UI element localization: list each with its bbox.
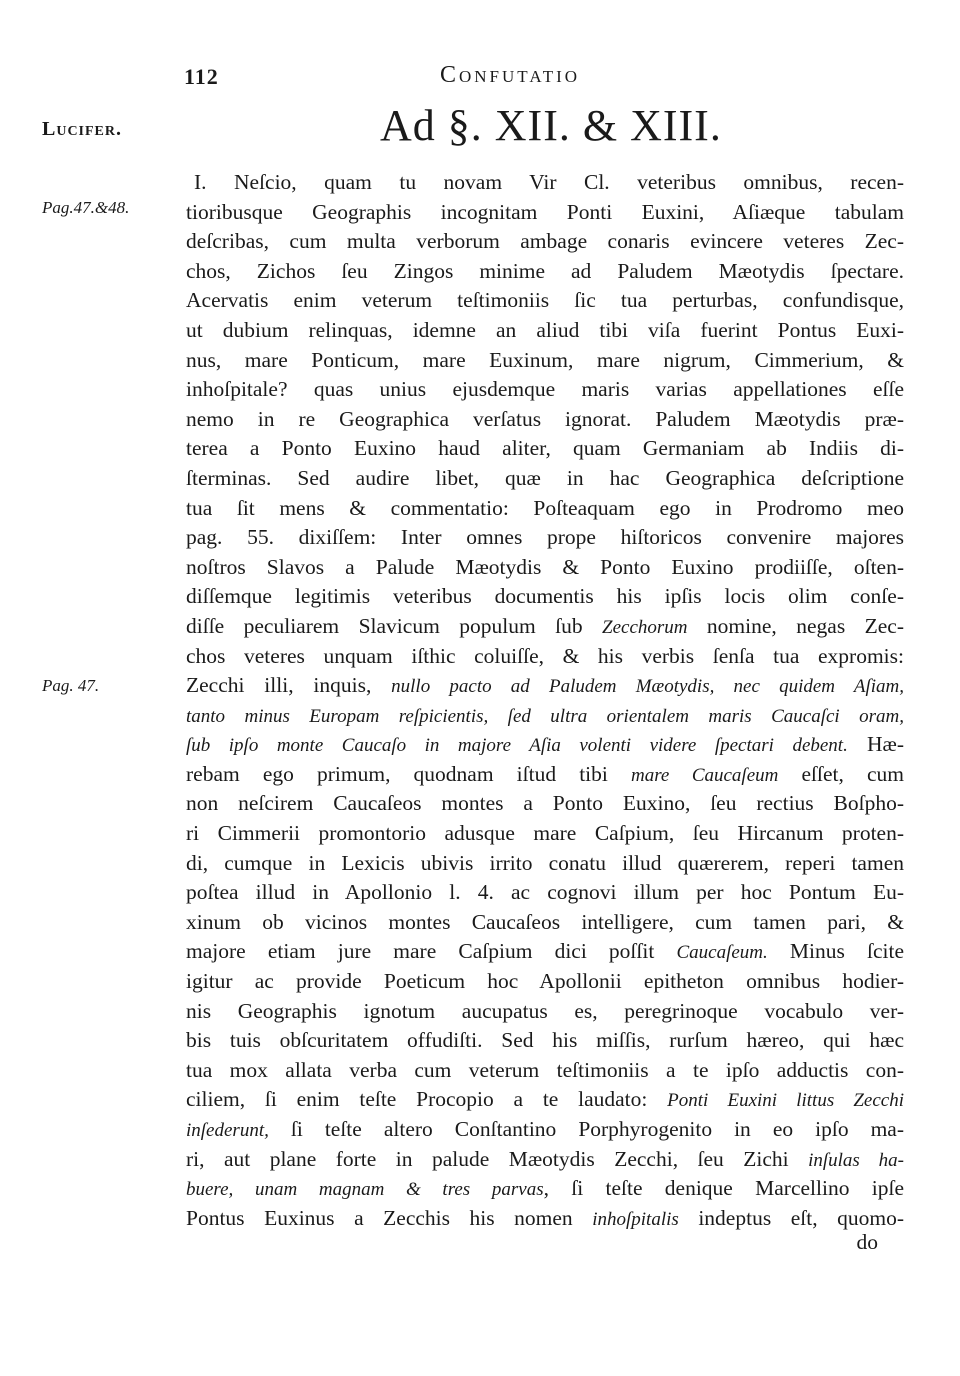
body-text (186, 168, 904, 1233)
text-line (186, 434, 904, 464)
text-segment: Zecchi illi, inquis, (186, 673, 392, 698)
italic-text: inhoſpitalis (592, 1208, 679, 1230)
text-line (186, 582, 904, 612)
text-line (186, 1056, 904, 1086)
italic-text: nullo pacto ad Paludem Mæotydis, nec quidem Aſiam, (391, 676, 904, 698)
text-segment: deſcribas, cum multa verborum ambage conaris evincere veteres Zec- (186, 229, 904, 254)
text-line (186, 937, 904, 967)
italic-text: Caucaſeum. (676, 942, 768, 964)
italic-text: Zecchorum (602, 616, 688, 638)
text-segment: chos, Zichos ſeu Zingos minime ad Paludem Mæotydis ſpectare. (186, 258, 904, 283)
text-segment: I. Neſcio, quam tu novam Vir Cl. veteribus omnibus, recen- (194, 170, 904, 194)
text-line (186, 849, 904, 879)
text-segment: ut dubium relinquas, idemne an aliud tibi viſa fuerint Pontus Euxi- (186, 317, 904, 342)
text-segment: Minus ſcite (767, 939, 904, 964)
text-segment: Pontus Euxinus a Zecchis his nomen (186, 1205, 593, 1230)
text-line (186, 730, 904, 760)
text-segment: Hæ- (847, 732, 904, 757)
text-segment: di, cumque in Lexicis ubivis irrito conatu illud quærerem, reperi tamen (186, 850, 904, 875)
text-line (186, 1204, 904, 1234)
section-title: Ad §. XII. & XIII. (380, 101, 722, 150)
text-segment: tioribusque Geographis incognitam Ponti Euxini, Aſiæque tabulam (186, 199, 904, 224)
margin-page-reference: Pag.47.&48. (42, 198, 130, 217)
running-head: Confutatio (440, 62, 581, 88)
text-line (186, 257, 904, 287)
text-segment: majore etiam jure mare Caſpium dici poſſit (186, 939, 677, 964)
text-segment: bis tuis obſcuritatem offudiſti. Sed his miſſis, rurſum hæreo, qui hæc (186, 1028, 904, 1053)
text-line (186, 1085, 904, 1115)
text-line (186, 908, 904, 938)
text-line (186, 671, 904, 701)
text-line (186, 612, 904, 642)
text-line (186, 464, 904, 494)
text-line (186, 997, 904, 1027)
text-line (186, 642, 904, 672)
text-segment: eſſet, cum (778, 761, 904, 786)
text-line (186, 494, 904, 524)
italic-text: inſederunt, (186, 1120, 269, 1141)
text-segment: pag. 55. dixiſſem: Inter omnes prope hiſtoricos convenire majores (186, 525, 904, 550)
margin-page-reference: Pag. 47. (42, 676, 100, 695)
text-segment: poſtea illud in Apollonio l. 4. ac cognovi illum per hoc Pontum Eu- (186, 880, 904, 905)
text-segment: noſtros Slavos a Palude Mæotydis & Ponto Euxino prodiiſſe, oſten- (186, 554, 904, 579)
italic-text: inſulas ha- (808, 1149, 904, 1171)
italic-text: buere, unam magnam & tres parvas (186, 1179, 544, 1201)
text-line (186, 346, 904, 376)
text-segment: Acervatis enim veterum teſtimoniis ſic tua perturbas, confundisque, (186, 288, 904, 313)
italic-text: tanto minus Europam reſpicientis, ſed ultra orientalem maris Caucaſci oram, (186, 705, 904, 727)
text-line (186, 760, 904, 790)
text-segment: , ſi teſte denique Marcellino ipſe (543, 1176, 904, 1201)
text-line (186, 227, 904, 257)
text-line (186, 1026, 904, 1056)
text-line (186, 168, 904, 198)
text-line (186, 523, 904, 553)
text-line (186, 286, 904, 316)
page-number: 112 (184, 64, 219, 89)
text-line (186, 1145, 904, 1175)
text-line (186, 553, 904, 583)
text-segment: nomine, negas Zec- (687, 613, 904, 638)
text-line (186, 1174, 904, 1204)
text-segment: nis Geographis ignotum aucupatus es, peregrinoque vocabulo ver- (186, 998, 904, 1023)
italic-text: mare Caucaſeum (631, 764, 779, 786)
text-segment: nemo in re Geographica verſatus ignorat. Paludem Mæotydis præ- (186, 406, 904, 431)
italic-text: Ponti Euxini littus Zecchi (667, 1090, 905, 1112)
text-line (186, 701, 904, 731)
catchword: do (856, 1230, 878, 1254)
text-segment: tua mox allata verba cum veterum teſtimoniis a te ipſo adductis con- (186, 1057, 904, 1082)
text-segment: ſi teſte altero Conſtantino Porphyrogenito in eo ipſo ma- (268, 1117, 904, 1141)
text-line (186, 198, 904, 228)
italic-text: ſub ipſo monte Caucaſo in majore Aſia volenti videre ſpectari debent. (186, 735, 848, 757)
text-segment: indeptus eſt, quomo- (678, 1205, 904, 1230)
text-segment: inhoſpitale? quas unius ejusdemque maris varias appellationes eſſe (186, 377, 904, 402)
text-segment: ri Cimmerii promontorio adusque mare Caſpium, ſeu Hircanum proten- (186, 821, 904, 846)
text-segment: xinum ob vicinos montes Caucaſeos intelligere, cum tamen pari, & (186, 909, 904, 934)
text-line (186, 878, 904, 908)
text-segment: diſſe peculiarem Slavicum populum ſub (186, 613, 603, 638)
text-segment: ri, aut plane forte in palude Mæotydis Zecchi, ſeu Zichi (186, 1146, 809, 1171)
text-line (186, 1115, 904, 1145)
text-segment: ſterminas. Sed audire libet, quæ in hac Geographica deſcriptione (186, 465, 904, 490)
margin-author-label: Lucifer. (42, 118, 123, 140)
text-line (186, 375, 904, 405)
text-segment: chos veteres unquam iſthic coluiſſe, & his verbis ſenſa tua expromis: (186, 643, 904, 668)
text-line (186, 967, 904, 997)
text-segment: terea a Ponto Euxino haud aliter, quam Germaniam ab Indiis di- (186, 436, 904, 461)
text-segment: tua ſit mens & commentatio: Poſteaquam ego in Prodromo meo (186, 495, 904, 520)
text-line (186, 789, 904, 819)
text-segment: diſſemque legitimis veteribus documentis his ipſis locis olim conſe- (186, 584, 904, 609)
text-segment: ciliem, ſi enim teſte Procopio a te laudato: (186, 1087, 668, 1112)
text-line (186, 405, 904, 435)
text-segment: igitur ac provide Poeticum hoc Apollonii epitheton omnibus hodier- (186, 969, 904, 994)
text-segment: rebam ego primum, quodnam iſtud tibi (186, 761, 631, 786)
text-line (186, 316, 904, 346)
text-line (186, 819, 904, 849)
text-segment: non neſcirem Caucaſeos montes a Ponto Euxino, ſeu rectius Boſpho- (186, 791, 904, 816)
text-segment: nus, mare Ponticum, mare Euxinum, mare nigrum, Cimmerium, & (186, 347, 904, 372)
